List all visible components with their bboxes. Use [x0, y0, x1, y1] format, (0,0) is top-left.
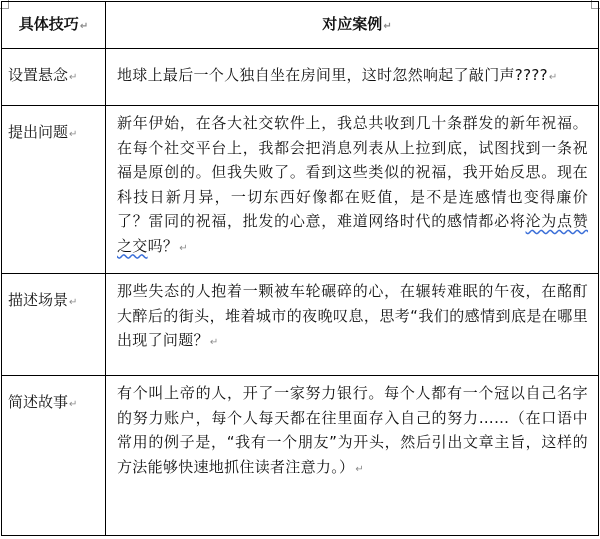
paragraph-mark-icon: ↵: [69, 297, 78, 308]
example-text: 新年伊始，在各大社交软件上，我总共收到几十条群发的新年祝福。在每个社交平台上，我都会把消息列表从上拉到底，试图找到一条祝福是原创的。但我失败了。看到这些类似的祝福，我开始反思。现在科技日新月异，一切东西好像都在贬值，是不是连感情也变得廉价了？雷同的祝福，批发的心意，难道网络时代的感情都必将: [117, 114, 588, 230]
example-cell: [106, 106, 599, 274]
example-cell: [106, 274, 599, 376]
technique-cell: [2, 106, 106, 274]
paragraph-mark-icon: ↵: [355, 463, 364, 475]
technique-label: 简述故事: [8, 393, 69, 411]
header-technique-label: 具体技巧: [18, 15, 79, 33]
example-text: 那些失态的人抱着一颗被车轮碾碎的心，在辗转难眠的午夜，在酩酊大醉后的街头，堆着城市的夜晚叹息，思考“我们的感情到底是在哪里出现了问题？: [117, 282, 588, 349]
paragraph-mark-icon: ↵: [69, 129, 78, 140]
technique-cell: [2, 376, 106, 536]
example-cell: [106, 49, 599, 106]
paragraph-mark-icon: ↵: [383, 21, 392, 32]
header-case-label: 对应案例: [322, 15, 383, 33]
table-row: [2, 274, 599, 376]
example-text: 有个叫上帝的人，开了一家努力银行。每个人都有一个冠以自己名字的努力账户，每个人每天都在往里面存入自己的努力……（在口语中常用的例子是，“我有一个朋友”为开头，然后引出文章主旨，这样的方法能够快速地抓住读者注意力。）: [117, 384, 588, 476]
example-text: 地球上最后一个人独自坐在房间里，这时忽然响起了敲门声????: [117, 66, 548, 84]
paragraph-mark-icon: ↵: [69, 399, 78, 410]
technique-label: 描述场景: [8, 291, 69, 309]
technique-label: 提出问题: [8, 123, 69, 141]
table-row: [2, 106, 599, 274]
technique-case-table: [1, 1, 599, 536]
table-row: [2, 376, 599, 536]
paragraph-mark-icon: ↵: [209, 337, 219, 348]
example-cell: [106, 376, 599, 536]
technique-cell: [2, 274, 106, 376]
paragraph-mark-icon: ↵: [79, 21, 89, 32]
paragraph-mark-icon: ↵: [69, 72, 78, 83]
paragraph-mark-icon: ↵: [548, 72, 558, 83]
technique-label: 设置悬念: [8, 66, 69, 84]
table-header-row: [2, 2, 599, 49]
header-case-cell: [106, 2, 599, 49]
technique-cell: [2, 49, 106, 106]
table-row: [2, 49, 599, 106]
example-text-end: 吗？: [147, 236, 179, 255]
grammar-marked-phrase[interactable]: 沦为点赞之交: [117, 212, 589, 255]
header-technique-cell: [2, 2, 106, 49]
paragraph-mark-icon: ↵: [179, 242, 188, 254]
